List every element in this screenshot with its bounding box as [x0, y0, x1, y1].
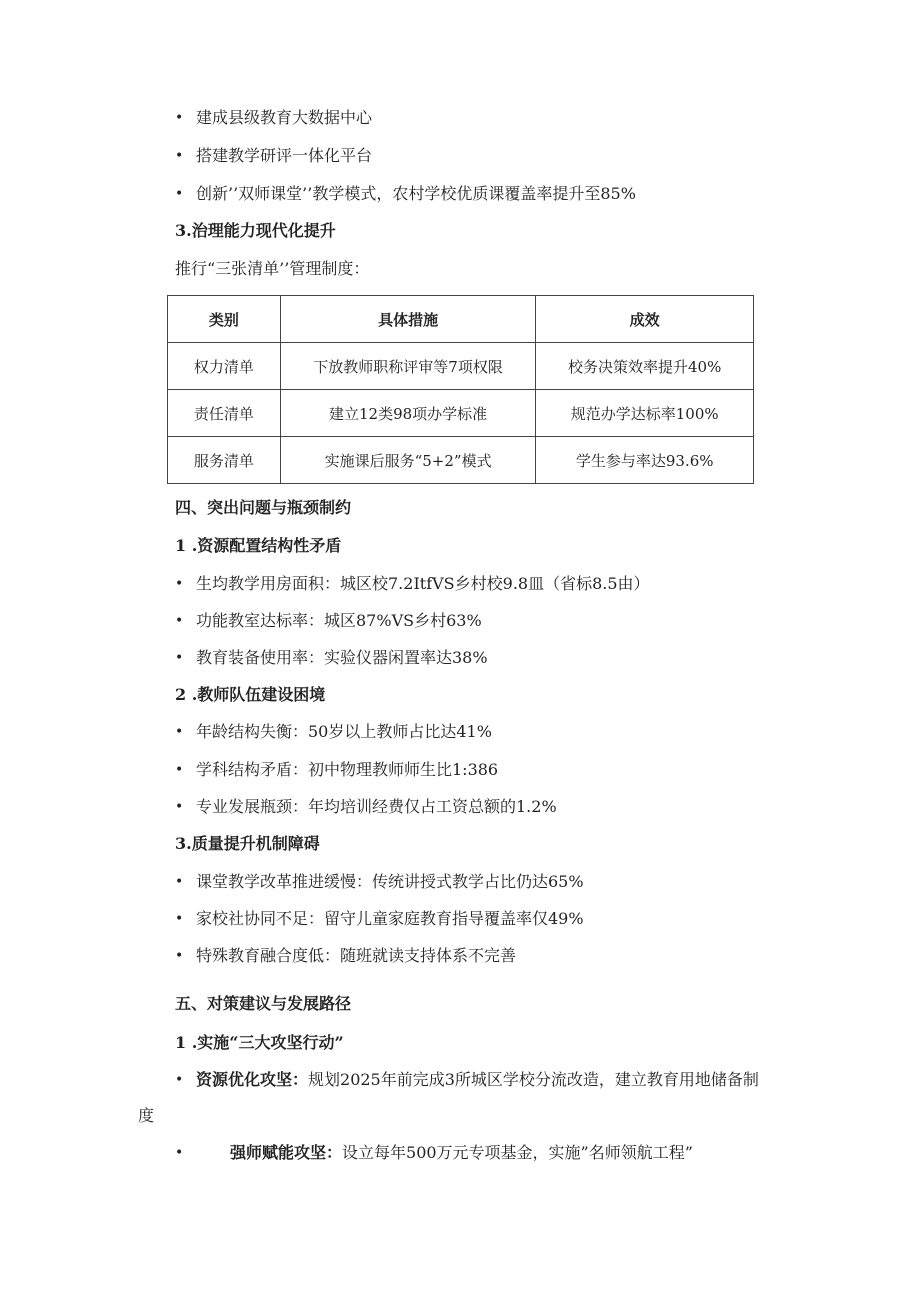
table-cell: 服务清单 — [168, 437, 281, 484]
bullet-icon: • — [175, 799, 184, 815]
bullet-icon: • — [175, 762, 184, 778]
table-row — [168, 343, 754, 390]
table-header: 具体措施 — [280, 296, 536, 343]
bullet-icon: • — [175, 650, 184, 666]
table-cell: 学生参与率达93.6% — [536, 437, 754, 484]
bullet-icon: • — [175, 1072, 184, 1088]
action-label: 资源优化攻坚： — [196, 1070, 309, 1089]
section-title-5: 五、对策建议与发展路径 — [175, 994, 352, 1013]
table-header: 类别 — [168, 296, 281, 343]
subheading-actions: 1 .实施“三大攻坚行动” — [175, 1033, 344, 1052]
table-cell: 规范办学达标率100% — [536, 390, 754, 437]
document-page: • 建成县级教育大数据中心 • 搭建教学研评一体化平台 • 创新’’双师课堂’’教学模式，农村学校优质课覆盖率提升至85% 3.治理能力现代化提升 推行“三张清单’’管理制度： 类别 具体措施 成效 权力清单 下放教师职称评审等7项权限 校务决策效率提升40% 责任清单 建立12类98项办学标准 规范办学达标率100% 服务清单 实施课后服务“5+2”模式 学生参与率达93.6% 四、突出问题与瓶颈制约 1 .资源配置结构性矛盾 • 生均教学用房面积：城区校7.2ItfVS乡村校9.8皿（省标8.5由） • 功能教室达标率：城区87%VS乡村63% • 教育装备使用率：实验仪器闲置率达38% 2 .教师队伍建设困境 • 年龄结构失衡：50岁以上教师占比达41% • 学科结构矛盾：初中物理教师师生比1:386 • 专业发展瓶颈：年均培训经费仅占工资总额的1.2% 3.质量提升机制障碍 • 课堂教学改革推进缓慢：传统讲授式教学占比仍达65% • 家校社协同不足：留守儿童家庭教育指导覆盖率仅49% • 特殊教育融合度低：随班就读支持体系不完善 五、对策建议与发展路径 1 .实施“三大攻坚行动” • 资源优化攻坚：规划2025年前完成3所城区学校分流改造，建立教育用地储备制 度 • 强师赋能攻坚：设立每年500万元专项基金，实施”名师领航工程” — [138, 108, 759, 1162]
subheading-resource: 1 .资源配置结构性矛盾 — [175, 536, 342, 555]
paragraph-intro: 推行“三张清单’’管理制度： — [175, 259, 370, 278]
table-cell: 下放教师职称评审等7项权限 — [280, 343, 536, 390]
subheading-quality: 3.质量提升机制障碍 — [175, 834, 320, 853]
bullet-icon: • — [175, 948, 184, 964]
action-text: 规划2025年前完成3所城区学校分流改造，建立教育用地储备制 — [308, 1070, 759, 1089]
bullet-icon: • — [175, 724, 184, 740]
bullet-icon: • — [175, 110, 184, 126]
table-cell: 权力清单 — [168, 343, 281, 390]
table-cell: 校务决策效率提升40% — [536, 343, 754, 390]
table-row — [168, 437, 754, 484]
bullet-icon: • — [175, 148, 184, 164]
table-cell: 建立12类98项办学标准 — [280, 390, 536, 437]
bullet-icon: • — [175, 613, 184, 629]
table-header-row — [168, 296, 754, 343]
subheading-teacher: 2 .教师队伍建设困境 — [175, 685, 326, 704]
bullet-icon: • — [175, 874, 184, 890]
table-cell: 责任清单 — [168, 390, 281, 437]
bullet-icon: • — [175, 186, 184, 202]
bullet-icon: • — [175, 576, 184, 592]
table-header: 成效 — [536, 296, 754, 343]
paragraph-continuation: 度 — [138, 1106, 155, 1125]
table-row — [168, 390, 754, 437]
bullet-icon: • — [175, 911, 184, 927]
subheading-governance: 3.治理能力现代化提升 — [175, 221, 336, 240]
table-cell: 实施课后服务“5+2”模式 — [280, 437, 536, 484]
bullet-icon: • — [175, 1145, 184, 1161]
section-title-4: 四、突出问题与瓶颈制约 — [175, 498, 352, 517]
action-label: 强师赋能攻坚： — [230, 1143, 343, 1162]
lists-table — [167, 295, 754, 484]
action-text: 设立每年500万元专项基金，实施”名师领航工程” — [342, 1143, 693, 1162]
